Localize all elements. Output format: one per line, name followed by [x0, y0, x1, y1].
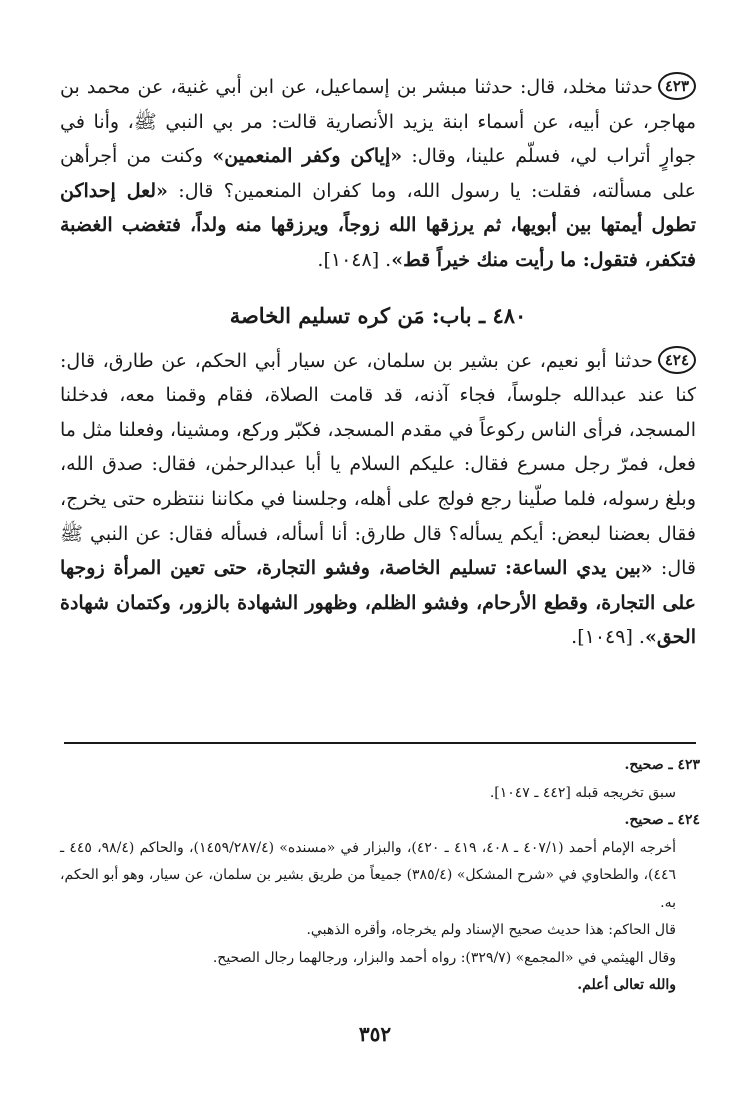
hadith-423 — [60, 70, 696, 278]
hadith-423-quote-2: «لعل إحداكن تطول أيمتها بين أبويها، ثم يرزقها الله زوجاً، ويرزقها منه ولداً، فتغضب الغضبة فتكفر، فتقول: ما رأيت منك خيراً قط» — [60, 179, 696, 271]
note-424-head: ٤٢٤ ـ صحيح. — [624, 812, 700, 828]
note-424-haythami: وقال الهيثمي في «المجمع» (٣٢٩/٧): رواه أحمد والبزار، ورجالهما رجال الصحيح. — [212, 949, 676, 966]
hadith-number-423: ٤٢٣ — [658, 72, 696, 100]
hadith-423-quote-1: «إياكن وكفر المنعمين» — [212, 145, 403, 168]
note-423-head: ٤٢٣ ـ صحيح. — [624, 757, 700, 773]
hadith-number-424: ٤٢٤ — [658, 346, 696, 374]
note-424-hakim: قال الحاكم: هذا حديث صحيح الإسناد ولم يخرجاه، وأقره الذهبي. — [306, 922, 676, 938]
note-423-body: سبق تخريجه قبله [٤٤٢ ـ ١٠٤٧]. — [489, 784, 676, 801]
hadith-424-text-1: حدثنا أبو نعيم، عن بشير بن سلمان، عن سيار أبي الحكم، عن طارق، قال: كنا عند عبدالله جلوساً، فجاء آذنه، قد قامت الصلاة، فقام وقمنا معه، فدخلنا المسجد، فرأى الناس ركوعاً في مقدم المسجد، فكبّر وركع، ومشينا، وفعلنا مثل ما فعل، فمرّ رجل مسرع فقال: عليكم السلام يا أبا عبدالرحمٰن، فقال: صدق الله، وبلغ رسوله، فلما صلّينا رجع فولج على أهله، وجلسنا في مكاننا ننتظره حتى يخرج، فقال بعضنا لبعض: أيكم يسأله؟ قال طارق: أنا أسأله، فسأله فقال: عن النبي ﷺ قال: — [60, 349, 696, 580]
chapter-title: ٤٨٠ ـ باب: مَن كره تسليم الخاصة — [229, 302, 527, 328]
note-closing: والله تعالى أعلم. — [577, 977, 676, 993]
hadith-423-text-1: حدثنا مخلد، قال: حدثنا مبشر بن إسماعيل، عن ابن أبي غنية، عن محمد بن مهاجر، عن أبيه، عن أسماء ابنة يزيد الأنصارية قالت: مر بي النبي ﷺ، وأنا في جوارٍ أتراب لي، فسلّم علينا، وقال: — [60, 76, 697, 168]
hadith-424 — [60, 344, 696, 655]
footnotes — [60, 752, 700, 1000]
hadith-423-text-2: وكنت من أجرأهن على مسألته، فقلت: يا رسول الله، وما كفران المنعمين؟ قال: — [60, 145, 696, 202]
hadith-424-ref: . [١٠٤٩]. — [571, 626, 645, 649]
hadith-423-ref: . [١٠٤٨]. — [317, 248, 392, 271]
page-number: ٣٥٢ — [358, 1022, 392, 1046]
footnote-divider — [64, 742, 696, 744]
main-text — [60, 70, 696, 655]
note-424-takhrij: أخرجه الإمام أحمد (٤٠٧/١ ـ ٤٠٨، ٤١٩ ـ ٤٢٠)، والبزار في «مسنده» (١٤٥٩/٢٨٧/٤)، والحاكم (٩٨/٤، ٤٤٥ ـ ٤٤٦)، والطحاوي في «شرح المشكل» (٣٨٥/٤) جميعاً من طريق بشير بن سلمان، عن سيار، وهو أبو الحكم، به. — [60, 839, 677, 911]
hadith-424-quote-1: «بين يدي الساعة: تسليم الخاصة، وفشو التجارة، حتى تعين المرأة زوجها على التجارة، وقطع الأرحام، وفشو الظلم، وظهور الشهادة بالزور، وكتمان شهادة الحق» — [60, 557, 696, 649]
